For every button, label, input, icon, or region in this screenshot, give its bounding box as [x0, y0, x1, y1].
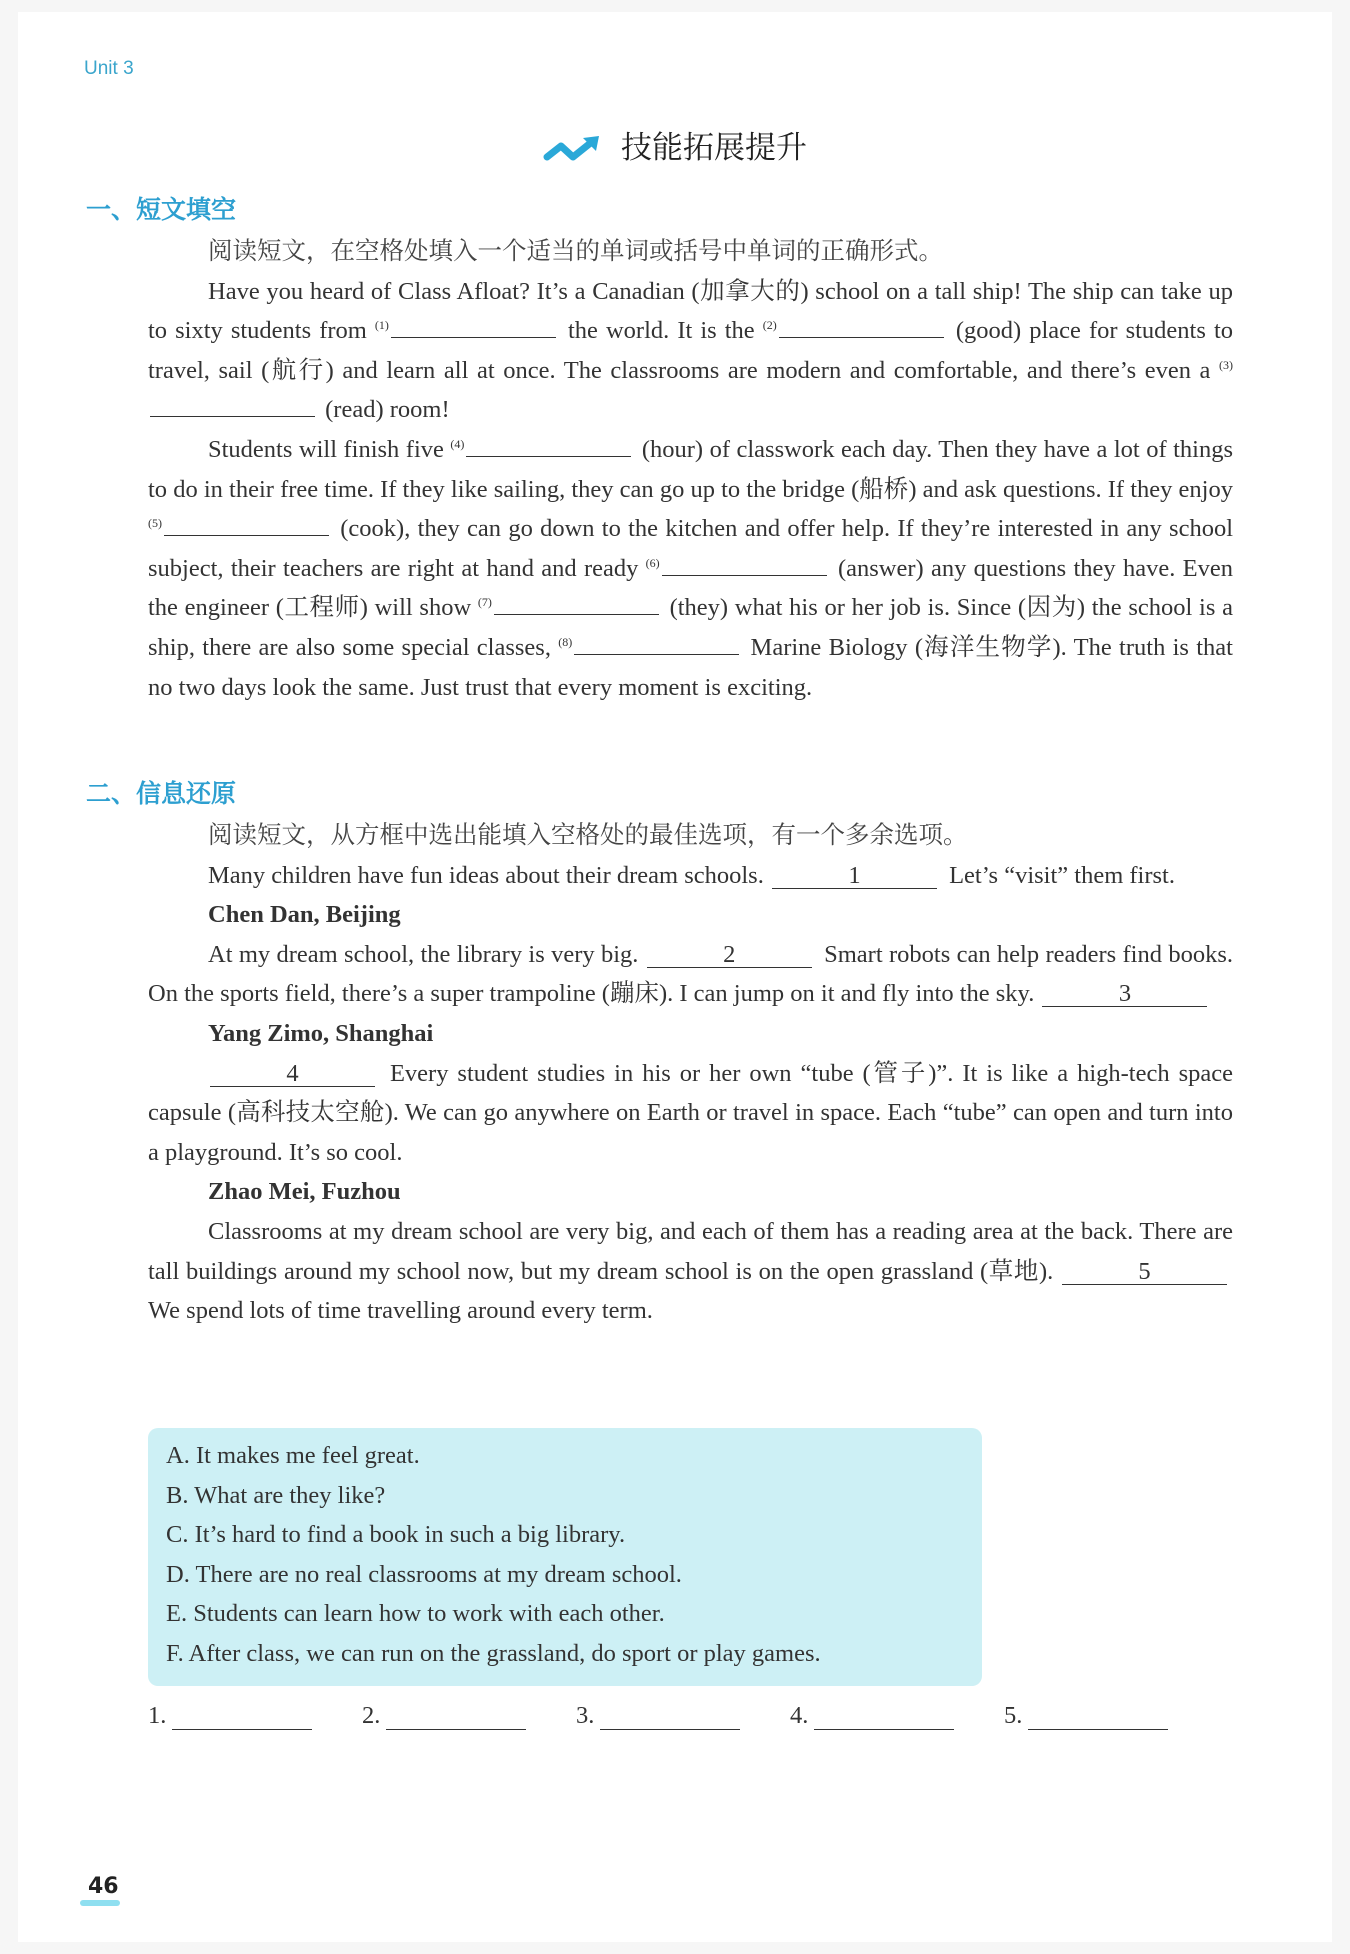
answer-line-2[interactable] — [386, 1705, 526, 1730]
blank-number: (2) — [762, 318, 777, 333]
answer-line-3[interactable] — [600, 1705, 740, 1730]
answer-item-1: 1. — [148, 1702, 362, 1730]
fill-blank-1[interactable] — [391, 317, 556, 338]
speaker-name-3: Zhao Mei, Fuzhou — [208, 1178, 401, 1206]
option-d: D. There are no real classrooms at my dream school. — [166, 1560, 682, 1588]
option-c: C. It’s hard to find a book in such a big library. — [166, 1521, 626, 1548]
answer-blank-2[interactable]: 2 — [647, 943, 812, 968]
section1-body — [148, 232, 1233, 707]
fill-blank-6[interactable] — [662, 555, 827, 576]
fill-blank-7[interactable] — [494, 594, 659, 615]
blank-number: (6) — [645, 555, 660, 570]
answer-item-4: 4. — [790, 1702, 1004, 1730]
blank-number: (7) — [477, 595, 492, 610]
section1-heading: 一、短文填空 — [86, 195, 237, 224]
fill-blank-4[interactable] — [466, 436, 631, 457]
page-number: 46 — [88, 1874, 119, 1899]
fill-blank-8[interactable] — [574, 634, 739, 655]
fill-blank-3[interactable] — [150, 396, 315, 417]
blank-number: (8) — [558, 634, 573, 649]
answer-blank-4[interactable]: 4 — [210, 1062, 375, 1087]
passage2-paragraph2: 4 Every student studies in his or her own “tube (管子)”. It is like a high-tech space capsule (高科技太空舱). We can go anywhere on Earth or travel in space. Each “tube” can open and turn into a playground. It’s so cool. — [148, 1059, 1233, 1166]
answer-row — [148, 1702, 1218, 1730]
page-title: 技能拓展提升 — [621, 130, 807, 166]
speaker-name-1: Chen Dan, Beijing — [208, 901, 401, 929]
option-b: B. What are they like? — [166, 1481, 386, 1509]
answer-item-3: 3. — [576, 1702, 790, 1730]
speaker-name-2: Yang Zimo, Shanghai — [208, 1019, 434, 1047]
answer-line-1[interactable] — [172, 1705, 312, 1730]
passage1-paragraph2: Students will finish five $^{(4)}$ (hour) of classwork each day. Then they have a lot of things to do in their free time. If they like sailing, they can go up to the bridge (船桥) and ask questions. If they enjoy $^{(5)}$ (cook), they can go down to the kitchen and offer help. If they’re interested in any school subject, their teachers are right at hand and ready $^{(6)}$ (answer) any questions they have. Even the engineer (工程师) will show $^{(7)}$ (they) what his or her job is. Since (因为) the school is a ship, there are also some special classes, $^{(8)}$ Marine Biology (海洋生物学). The truth is that no two days look the same. Just trust that every moment is exciting. — [148, 435, 1233, 701]
passage2-paragraph1: At my dream school, the library is very big. 2 Smart robots can help readers find books. On the sports field, there’s a super trampoline (蹦床). I can jump on it and fly into the sky. 3 — [148, 940, 1233, 1008]
answer-blank-5[interactable]: 5 — [1062, 1260, 1227, 1285]
unit-label: Unit 3 — [84, 58, 134, 79]
passage1-paragraph1: Have you heard of Class Afloat? It’s a Canadian (加拿大的) school on a tall ship! The ship can take up to sixty students from $^{(1)}$ the world. It is the $^{(2)}$ (good) place for students to travel, sail (航行) and learn all at once. The classrooms are modern and comfortable, and there’s even a $^{(3)}$ (read) room! — [148, 277, 1234, 424]
option-a: A. It makes me feel great. — [166, 1442, 420, 1469]
option-e: E. Students can learn how to work with each other. — [166, 1600, 665, 1627]
fill-blank-2[interactable] — [779, 317, 944, 338]
section2-instruction: 阅读短文，从方框中选出能填入空格处的最佳选项，有一个多余选项。 — [208, 822, 968, 849]
page-heading — [0, 122, 1350, 167]
answer-blank-1[interactable]: 1 — [772, 864, 937, 889]
blank-number: (1) — [374, 318, 389, 333]
section2-heading: 二、信息还原 — [86, 779, 237, 808]
section2-body — [148, 816, 1233, 1331]
answer-item-5: 5. — [1004, 1702, 1218, 1730]
blank-number: (5) — [148, 516, 162, 530]
option-f: F. After class, we can run on the grassland, do sport or play games. — [166, 1639, 821, 1667]
answer-blank-3[interactable]: 3 — [1042, 982, 1207, 1007]
blank-number: (3) — [1219, 357, 1233, 372]
page-number-decoration — [80, 1900, 120, 1906]
options-box — [148, 1428, 982, 1686]
trend-arrow-icon — [543, 133, 603, 167]
answer-item-2: 2. — [362, 1702, 576, 1730]
passage2-paragraph3: Classrooms at my dream school are very big, and each of them has a reading area at the back. There are tall buildings around my school now, but my dream school is on the open grassland (草地). 5 We spend lots of time travelling around every term. — [148, 1217, 1233, 1325]
blank-number: (4) — [450, 436, 465, 451]
passage2-intro: Many children have fun ideas about their dream schools. 1 Let’s “visit” them first. — [208, 861, 1175, 889]
answer-line-5[interactable] — [1028, 1705, 1168, 1730]
fill-blank-5[interactable] — [164, 515, 329, 536]
answer-line-4[interactable] — [814, 1705, 954, 1730]
section1-instruction: 阅读短文，在空格处填入一个适当的单词或括号中单词的正确形式。 — [208, 238, 943, 265]
